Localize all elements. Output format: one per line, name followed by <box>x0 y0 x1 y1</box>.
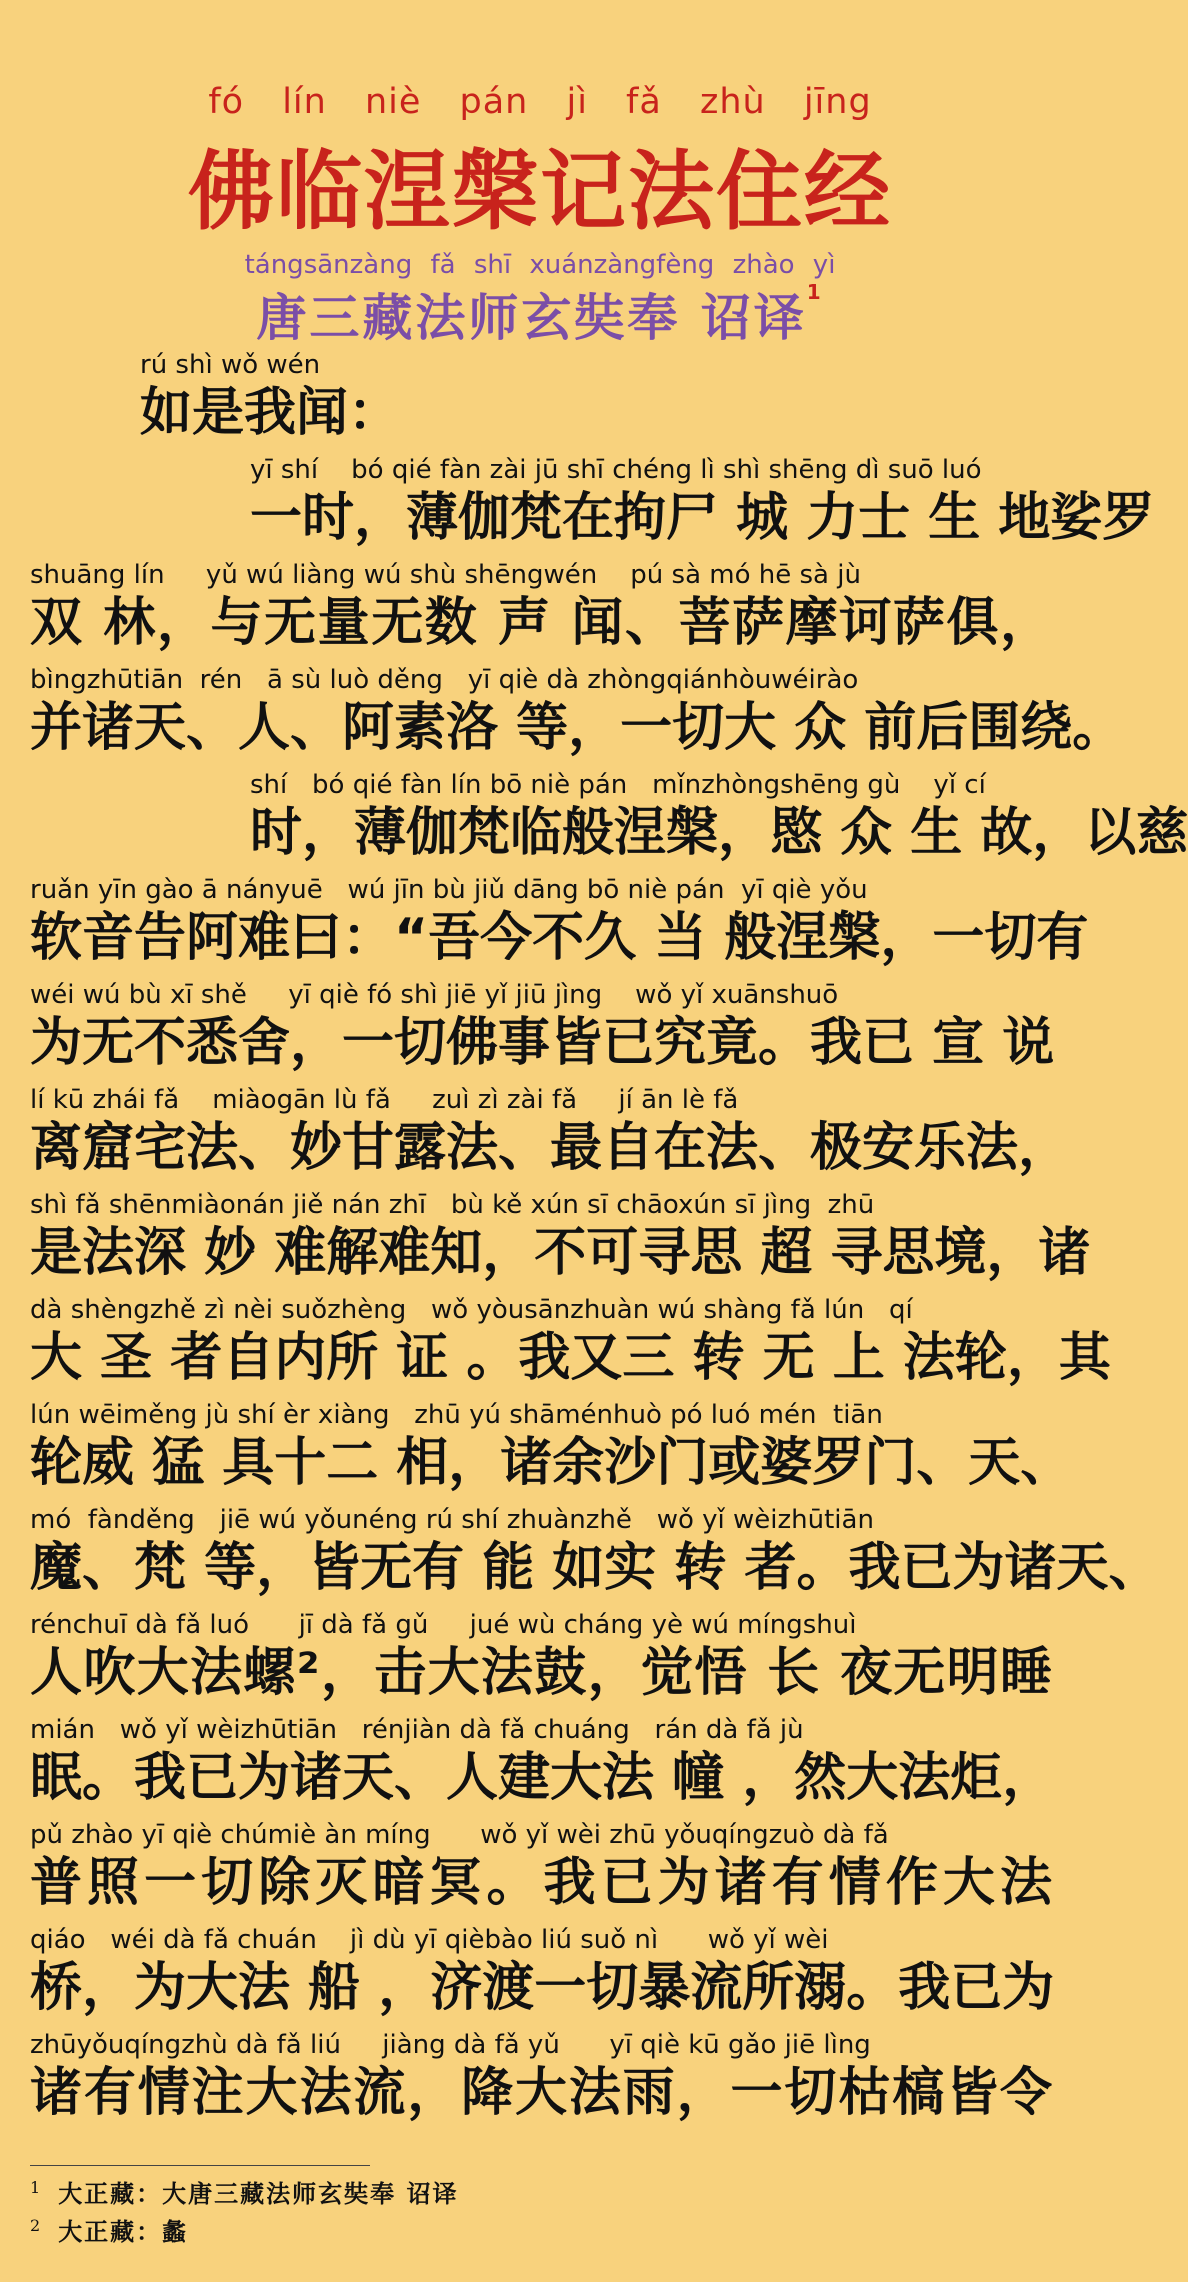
text-line <box>30 2028 1052 2133</box>
sutra-title: 佛临涅槃记法住经 <box>188 141 892 242</box>
hanzi-line: 时，薄伽梵临般涅槃，愍 众 生 故，以慈 <box>250 803 1188 863</box>
text-line <box>30 1923 1055 2028</box>
title-pinyin: fó lín niè pán jì fǎ zhù jīng <box>208 82 872 122</box>
text-line <box>30 663 1125 768</box>
hanzi-line: 诸有情注大法流，降大法雨，一切枯槁皆令 <box>30 2063 1052 2123</box>
text-line <box>30 1398 1073 1503</box>
translator-pinyin: tángsānzàng fǎ shī xuánzàngfèng zhào yì <box>244 250 836 280</box>
hanzi-line: 软音告阿难曰：“吾今不久 当 般涅槃，一切有 <box>30 908 1089 968</box>
pinyin-line: dà shèngzhě zì nèi suǒzhèng wǒ yòusānzhuàn wú shàng fǎ lún qí <box>30 1295 913 1325</box>
text-line <box>30 768 1188 873</box>
text-line <box>30 1818 1052 1923</box>
footnote-number: 2 <box>30 2216 41 2235</box>
hanzi-line: 轮威 猛 具十二 相，诸余沙门或婆罗门、天、 <box>30 1433 1073 1493</box>
pinyin-line: mián wǒ yǐ wèizhūtiān rénjiàn dà fǎ chuáng rán dà fǎ jù <box>30 1715 804 1745</box>
pinyin-line: bìngzhūtiān rén ā sù luò děng yī qiè dà zhòngqiánhòuwéirào <box>30 665 859 695</box>
pinyin-line: pǔ zhào yī qiè chúmiè àn míng wǒ yǐ wèi zhū yǒuqíngzuò dà fǎ <box>30 1820 889 1850</box>
footnote-ref-1: 1 <box>806 280 824 304</box>
pinyin-line: yī shí bó qié fàn zài jū shī chéng lì shì shēng dì suō luó <box>250 455 982 485</box>
pinyin-line: rú shì wǒ wén <box>140 350 321 380</box>
text-line <box>30 1188 1091 1293</box>
sutra-body <box>30 348 1188 2133</box>
footnote <box>30 2175 1030 2213</box>
hanzi-line: 是法深 妙 难解难知，不可寻思 超 寻思境，诸 <box>30 1223 1091 1283</box>
pinyin-line: shí bó qié fàn lín bō niè pán mǐnzhòngshēng gù yǐ cí <box>250 770 986 800</box>
footnotes <box>30 2175 1030 2251</box>
text-line <box>30 453 1155 558</box>
text-line <box>30 348 1052 453</box>
pinyin-line: lún wēiměng jù shí èr xiàng zhū yú shāménhuò pó luó mén tiān <box>30 1400 883 1430</box>
text-line <box>30 558 1052 663</box>
hanzi-line: 大 圣 者自内所 证 。我又三 转 无 上 法轮，其 <box>30 1328 1111 1388</box>
text-line <box>30 873 1089 978</box>
footnote-text: 大正藏：大唐三藏法师玄奘奉 诏译 <box>58 2179 459 2208</box>
footnote-text: 大正藏：蠡 <box>58 2217 189 2246</box>
hanzi-line: 为无不悉舍，一切佛事皆已究竟。我已 宣 说 <box>30 1013 1055 1073</box>
pinyin-line: shuāng lín yǔ wú liàng wú shù shēngwén pú sà mó hē sà jù <box>30 560 861 590</box>
text-line <box>30 1293 1111 1398</box>
text-line <box>30 1083 1071 1188</box>
hanzi-line: 如是我闻： <box>140 383 401 443</box>
pinyin-line: ruǎn yīn gào ā nányuē wú jīn bù jiǔ dāng bō niè pán yī qiè yǒu <box>30 875 868 905</box>
pinyin-line: qiáo wéi dà fǎ chuán jì dù yī qièbào liú suǒ nì wǒ yǐ wèi <box>30 1925 829 1955</box>
hanzi-line: 普照一切除灭暗冥。我已为诸有情作大法 <box>30 1853 1052 1913</box>
text-line <box>30 978 1055 1083</box>
pinyin-line: mó fànděng jiē wú yǒunéng rú shí zhuànzhě wǒ yǐ wèizhūtiān <box>30 1505 874 1535</box>
translator-line <box>0 278 1080 350</box>
text-line <box>30 1503 1161 1608</box>
footnote-divider <box>30 2165 370 2166</box>
footnote <box>30 2213 1030 2251</box>
hanzi-line: 离窟宅法、妙甘露法、最自在法、极安乐法， <box>30 1118 1071 1178</box>
hanzi-line: 眠。我已为诸天、人建大法 幢 ，然大法炬， <box>30 1748 1055 1808</box>
hanzi-line: 人吹大法螺²，击大法鼓，觉悟 长 夜无明睡 <box>30 1643 1052 1703</box>
hanzi-line: 桥，为大法 船 ，济渡一切暴流所溺。我已为 <box>30 1958 1055 2018</box>
text-line <box>30 1608 1052 1713</box>
pinyin-line: lí kū zhái fǎ miàogān lù fǎ zuì zì zài fǎ jí ān lè fǎ <box>30 1085 739 1115</box>
pinyin-line: wéi wú bù xī shě yī qiè fó shì jiē yǐ jiū jìng wǒ yǐ xuānshuō <box>30 980 839 1010</box>
translator-text: 唐三藏法师玄奘奉 诏译 <box>256 289 807 347</box>
hanzi-line: 魔、梵 等，皆无有 能 如实 转 者。我已为诸天、 <box>30 1538 1161 1598</box>
pinyin-line: rénchuī dà fǎ luó jī dà fǎ gǔ jué wù cháng yè wú míngshuì <box>30 1610 857 1640</box>
pinyin-line: zhūyǒuqíngzhù dà fǎ liú jiàng dà fǎ yǔ yī qiè kū gǎo jiē lìng <box>30 2030 871 2060</box>
text-line <box>30 1713 1055 1818</box>
hanzi-line: 双 林，与无量无数 声 闻、菩萨摩诃萨俱， <box>30 593 1052 653</box>
pinyin-line: shì fǎ shēnmiàonán jiě nán zhī bù kě xún sī chāoxún sī jìng zhū <box>30 1190 875 1220</box>
hanzi-line: 并诸天、人、阿素洛 等，一切大 众 前后围绕。 <box>30 698 1125 758</box>
footnote-number: 1 <box>30 2178 41 2197</box>
hanzi-line: 一时，薄伽梵在拘尸 城 力士 生 地娑罗 <box>250 488 1155 548</box>
